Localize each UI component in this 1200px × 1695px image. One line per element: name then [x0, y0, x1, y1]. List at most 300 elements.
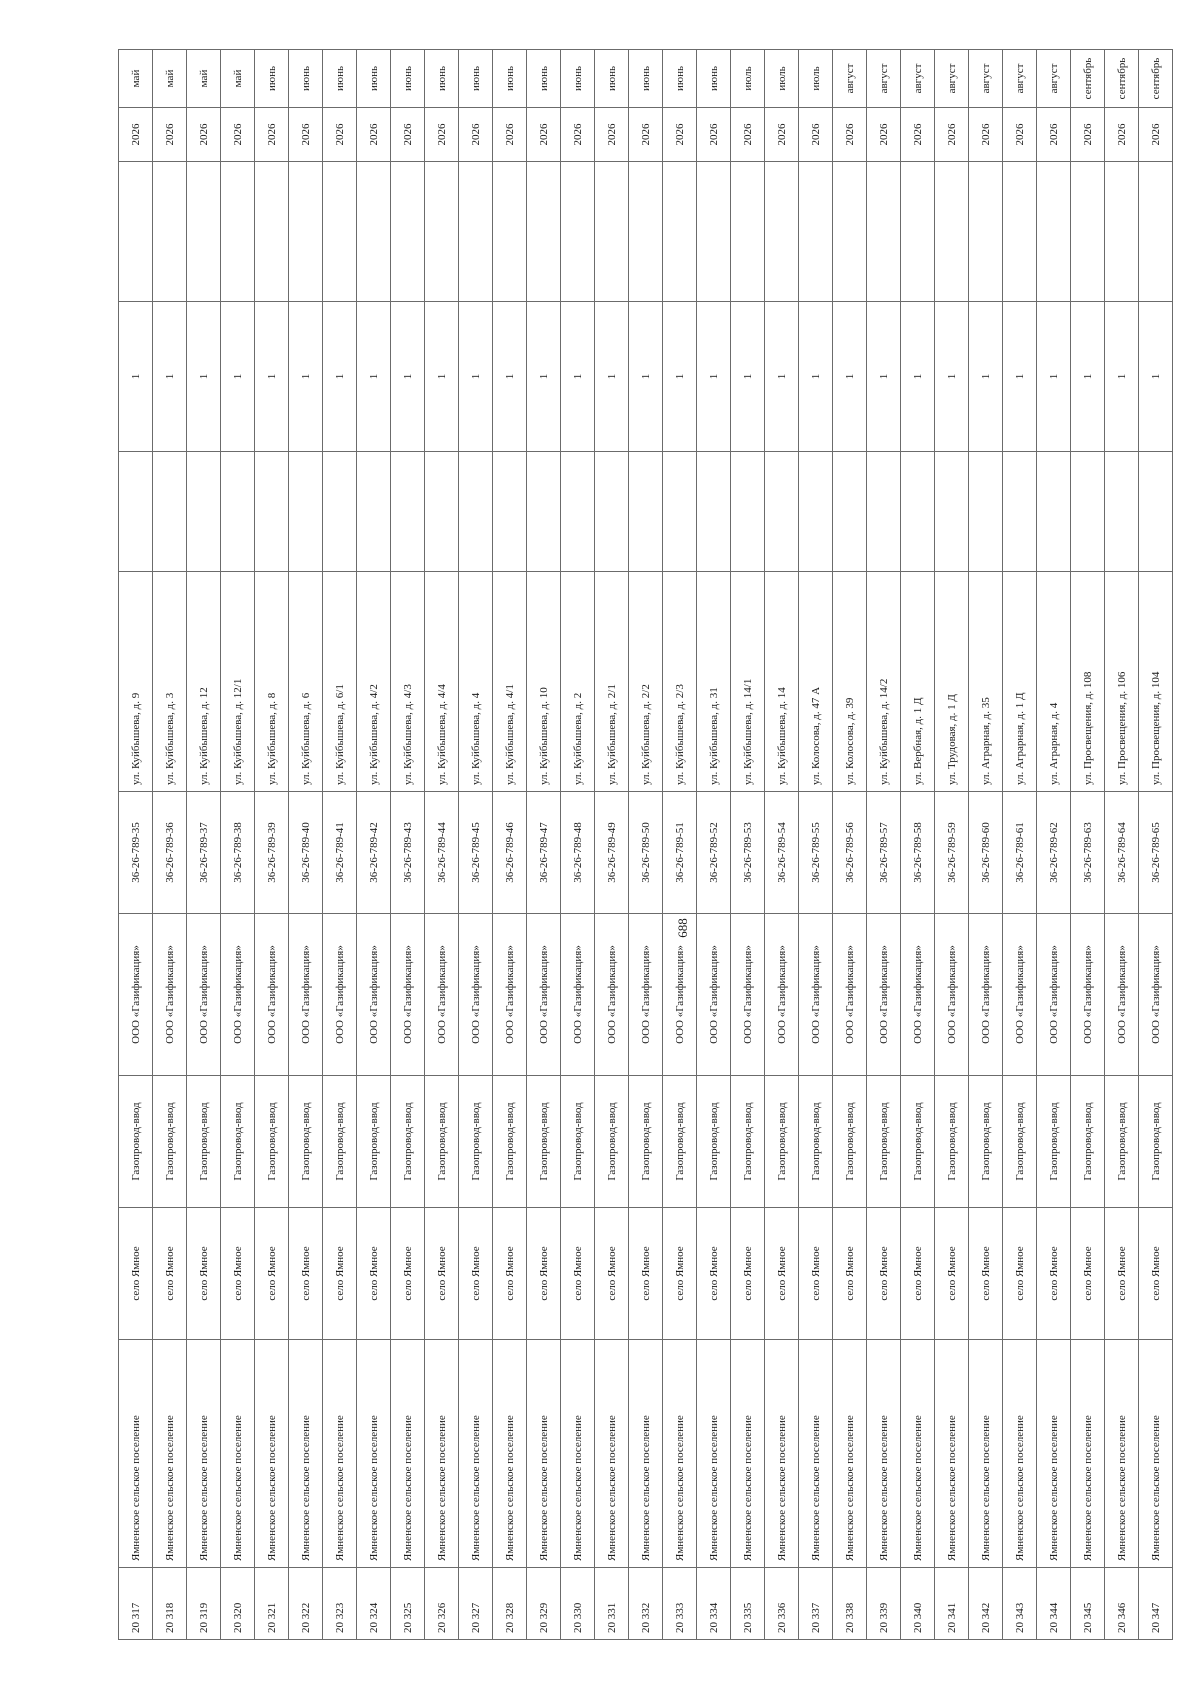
object-type-cell: Газопровод-ввод — [255, 1076, 289, 1208]
organization-cell: ООО «Газификация» — [901, 914, 935, 1076]
object-code-cell: 36-26-789-52 — [697, 792, 731, 914]
empty-cell — [391, 162, 425, 302]
row-number: 20 333 — [663, 1568, 697, 1640]
row-number: 20 319 — [187, 1568, 221, 1640]
year-cell: 2026 — [187, 108, 221, 162]
object-type-cell: Газопровод-ввод — [221, 1076, 255, 1208]
rotated-table-area — [118, 50, 1162, 1640]
settlement-cell: Ямненское сельское поселение — [357, 1340, 391, 1568]
address-cell: ул. Куйбышева, д. 4 — [459, 572, 493, 792]
row-number: 20 344 — [1037, 1568, 1071, 1640]
organization-cell: ООО «Газификация» — [425, 914, 459, 1076]
locality-cell: село Ямное — [527, 1208, 561, 1340]
locality-cell: село Ямное — [255, 1208, 289, 1340]
object-code-cell: 36-26-789-55 — [799, 792, 833, 914]
row-number: 20 322 — [289, 1568, 323, 1640]
settlement-cell: Ямненское сельское поселение — [289, 1340, 323, 1568]
empty-cell — [119, 452, 153, 572]
locality-cell: село Ямное — [357, 1208, 391, 1340]
row-number: 20 335 — [731, 1568, 765, 1640]
row-number: 20 321 — [255, 1568, 289, 1640]
month-cell: июнь — [697, 50, 731, 108]
address-cell: ул. Куйбышева, д. 4/3 — [391, 572, 425, 792]
month-cell: июль — [731, 50, 765, 108]
table-row — [765, 50, 799, 1640]
settlement-cell: Ямненское сельское поселение — [901, 1340, 935, 1568]
organization-cell: ООО «Газификация» — [969, 914, 1003, 1076]
address-cell: ул. Просвещения, д. 108 — [1071, 572, 1105, 792]
year-cell: 2026 — [357, 108, 391, 162]
month-cell: июнь — [357, 50, 391, 108]
empty-cell — [833, 162, 867, 302]
locality-cell: село Ямное — [629, 1208, 663, 1340]
organization-cell: ООО «Газификация» — [629, 914, 663, 1076]
empty-cell — [935, 162, 969, 302]
row-number: 20 330 — [561, 1568, 595, 1640]
month-cell: сентябрь — [1071, 50, 1105, 108]
row-number: 20 327 — [459, 1568, 493, 1640]
month-cell: август — [867, 50, 901, 108]
address-cell: ул. Куйбышева, д. 31 — [697, 572, 731, 792]
empty-cell — [595, 162, 629, 302]
address-cell: ул. Просвещения, д. 106 — [1105, 572, 1139, 792]
settlement-cell: Ямненское сельское поселение — [799, 1340, 833, 1568]
locality-cell: село Ямное — [1139, 1208, 1173, 1340]
month-cell: август — [1003, 50, 1037, 108]
empty-cell — [867, 162, 901, 302]
empty-cell — [493, 452, 527, 572]
organization-cell: ООО «Газификация» — [153, 914, 187, 1076]
empty-cell — [969, 452, 1003, 572]
address-cell: ул. Просвещения, д. 104 — [1139, 572, 1173, 792]
settlement-cell: Ямненское сельское поселение — [833, 1340, 867, 1568]
row-number: 20 341 — [935, 1568, 969, 1640]
object-code-cell: 36-26-789-63 — [1071, 792, 1105, 914]
quantity-cell: 1 — [663, 302, 697, 452]
settlement-cell: Ямненское сельское поселение — [595, 1340, 629, 1568]
quantity-cell: 1 — [323, 302, 357, 452]
quantity-cell: 1 — [731, 302, 765, 452]
settlement-cell: Ямненское сельское поселение — [153, 1340, 187, 1568]
quantity-cell: 1 — [187, 302, 221, 452]
year-cell: 2026 — [1105, 108, 1139, 162]
empty-cell — [731, 452, 765, 572]
locality-cell: село Ямное — [1037, 1208, 1071, 1340]
year-cell: 2026 — [731, 108, 765, 162]
page-number: 688 — [675, 918, 690, 938]
settlement-cell: Ямненское сельское поселение — [391, 1340, 425, 1568]
object-type-cell: Газопровод-ввод — [867, 1076, 901, 1208]
object-type-cell: Газопровод-ввод — [425, 1076, 459, 1208]
year-cell: 2026 — [459, 108, 493, 162]
quantity-cell: 1 — [629, 302, 663, 452]
quantity-cell: 1 — [799, 302, 833, 452]
organization-cell: ООО «Газификация» — [935, 914, 969, 1076]
table-row — [935, 50, 969, 1640]
empty-cell — [391, 452, 425, 572]
year-cell: 2026 — [765, 108, 799, 162]
empty-cell — [153, 162, 187, 302]
year-cell: 2026 — [969, 108, 1003, 162]
quantity-cell: 1 — [561, 302, 595, 452]
object-type-cell: Газопровод-ввод — [1071, 1076, 1105, 1208]
table-row — [969, 50, 1003, 1640]
object-type-cell: Газопровод-ввод — [459, 1076, 493, 1208]
year-cell: 2026 — [935, 108, 969, 162]
empty-cell — [289, 162, 323, 302]
empty-cell — [1071, 162, 1105, 302]
row-number: 20 325 — [391, 1568, 425, 1640]
quantity-cell: 1 — [833, 302, 867, 452]
address-cell: ул. Куйбышева, д. 8 — [255, 572, 289, 792]
object-type-cell: Газопровод-ввод — [561, 1076, 595, 1208]
settlement-cell: Ямненское сельское поселение — [221, 1340, 255, 1568]
object-type-cell: Газопровод-ввод — [629, 1076, 663, 1208]
empty-cell — [187, 452, 221, 572]
table-row — [323, 50, 357, 1640]
object-type-cell: Газопровод-ввод — [663, 1076, 697, 1208]
locality-cell: село Ямное — [187, 1208, 221, 1340]
quantity-cell: 1 — [1003, 302, 1037, 452]
month-cell: июнь — [561, 50, 595, 108]
empty-cell — [221, 452, 255, 572]
locality-cell: село Ямное — [289, 1208, 323, 1340]
settlement-cell: Ямненское сельское поселение — [255, 1340, 289, 1568]
empty-cell — [901, 162, 935, 302]
object-code-cell: 36-26-789-58 — [901, 792, 935, 914]
quantity-cell: 1 — [867, 302, 901, 452]
quantity-cell: 1 — [969, 302, 1003, 452]
empty-cell — [799, 452, 833, 572]
locality-cell: село Ямное — [221, 1208, 255, 1340]
organization-cell: ООО «Газификация» — [187, 914, 221, 1076]
month-cell: август — [1037, 50, 1071, 108]
object-code-cell: 36-26-789-57 — [867, 792, 901, 914]
settlement-cell: Ямненское сельское поселение — [561, 1340, 595, 1568]
organization-cell: ООО «Газификация» — [1071, 914, 1105, 1076]
locality-cell: село Ямное — [153, 1208, 187, 1340]
month-cell: июнь — [493, 50, 527, 108]
organization-cell: ООО «Газификация» — [1139, 914, 1173, 1076]
object-code-cell: 36-26-789-47 — [527, 792, 561, 914]
object-code-cell: 36-26-789-64 — [1105, 792, 1139, 914]
address-cell: ул. Куйбышева, д. 3 — [153, 572, 187, 792]
object-type-cell: Газопровод-ввод — [153, 1076, 187, 1208]
table-row — [629, 50, 663, 1640]
object-type-cell: Газопровод-ввод — [357, 1076, 391, 1208]
month-cell: июнь — [255, 50, 289, 108]
locality-cell: село Ямное — [1105, 1208, 1139, 1340]
empty-cell — [255, 452, 289, 572]
row-number: 20 338 — [833, 1568, 867, 1640]
quantity-cell: 1 — [1071, 302, 1105, 452]
empty-cell — [833, 452, 867, 572]
object-type-cell: Газопровод-ввод — [391, 1076, 425, 1208]
quantity-cell: 1 — [493, 302, 527, 452]
settlement-cell: Ямненское сельское поселение — [323, 1340, 357, 1568]
locality-cell: село Ямное — [425, 1208, 459, 1340]
locality-cell: село Ямное — [731, 1208, 765, 1340]
object-code-cell: 36-26-789-48 — [561, 792, 595, 914]
empty-cell — [663, 162, 697, 302]
object-code-cell: 36-26-789-51 — [663, 792, 697, 914]
object-type-cell: Газопровод-ввод — [969, 1076, 1003, 1208]
locality-cell: село Ямное — [459, 1208, 493, 1340]
empty-cell — [323, 162, 357, 302]
locality-cell: село Ямное — [697, 1208, 731, 1340]
address-cell: ул. Куйбышева, д. 6/1 — [323, 572, 357, 792]
empty-cell — [289, 452, 323, 572]
table-row — [425, 50, 459, 1640]
settlement-cell: Ямненское сельское поселение — [1139, 1340, 1173, 1568]
empty-cell — [1003, 162, 1037, 302]
object-code-cell: 36-26-789-44 — [425, 792, 459, 914]
organization-cell: ООО «Газификация» — [561, 914, 595, 1076]
month-cell: июнь — [663, 50, 697, 108]
empty-cell — [459, 452, 493, 572]
locality-cell: село Ямное — [663, 1208, 697, 1340]
empty-cell — [595, 452, 629, 572]
address-cell: ул. Колосова, д. 47 А — [799, 572, 833, 792]
address-cell: ул. Куйбышева, д. 4/2 — [357, 572, 391, 792]
table-row — [901, 50, 935, 1640]
table-row — [1037, 50, 1071, 1640]
object-code-cell: 36-26-789-35 — [119, 792, 153, 914]
object-type-cell: Газопровод-ввод — [833, 1076, 867, 1208]
quantity-cell: 1 — [697, 302, 731, 452]
locality-cell: село Ямное — [493, 1208, 527, 1340]
settlement-cell: Ямненское сельское поселение — [663, 1340, 697, 1568]
address-cell: ул. Куйбышева, д. 14/1 — [731, 572, 765, 792]
address-cell: ул. Куйбышева, д. 12 — [187, 572, 221, 792]
locality-cell: село Ямное — [833, 1208, 867, 1340]
table-row — [595, 50, 629, 1640]
empty-cell — [935, 452, 969, 572]
table-row — [391, 50, 425, 1640]
row-number: 20 334 — [697, 1568, 731, 1640]
quantity-cell: 1 — [459, 302, 493, 452]
address-cell: ул. Куйбышева, д. 2 — [561, 572, 595, 792]
locality-cell: село Ямное — [935, 1208, 969, 1340]
empty-cell — [697, 452, 731, 572]
quantity-cell: 1 — [1105, 302, 1139, 452]
organization-cell: ООО «Газификация» — [357, 914, 391, 1076]
table-row — [493, 50, 527, 1640]
locality-cell: село Ямное — [969, 1208, 1003, 1340]
table-row — [1003, 50, 1037, 1640]
settlement-cell: Ямненское сельское поселение — [493, 1340, 527, 1568]
table-row — [799, 50, 833, 1640]
empty-cell — [629, 162, 663, 302]
empty-cell — [357, 452, 391, 572]
quantity-cell: 1 — [119, 302, 153, 452]
object-type-cell: Газопровод-ввод — [731, 1076, 765, 1208]
table-row — [697, 50, 731, 1640]
object-type-cell: Газопровод-ввод — [1105, 1076, 1139, 1208]
month-cell: май — [221, 50, 255, 108]
empty-cell — [425, 162, 459, 302]
row-number: 20 342 — [969, 1568, 1003, 1640]
object-code-cell: 36-26-789-38 — [221, 792, 255, 914]
organization-cell: ООО «Газификация» — [765, 914, 799, 1076]
row-number: 20 346 — [1105, 1568, 1139, 1640]
object-type-cell: Газопровод-ввод — [493, 1076, 527, 1208]
month-cell: июнь — [323, 50, 357, 108]
year-cell: 2026 — [663, 108, 697, 162]
object-type-cell: Газопровод-ввод — [697, 1076, 731, 1208]
settlement-cell: Ямненское сельское поселение — [119, 1340, 153, 1568]
empty-cell — [1003, 452, 1037, 572]
year-cell: 2026 — [561, 108, 595, 162]
empty-cell — [867, 452, 901, 572]
locality-cell: село Ямное — [1003, 1208, 1037, 1340]
object-code-cell: 36-26-789-61 — [1003, 792, 1037, 914]
empty-cell — [765, 452, 799, 572]
empty-cell — [323, 452, 357, 572]
empty-cell — [1139, 452, 1173, 572]
address-cell: ул. Куйбышева, д. 2/1 — [595, 572, 629, 792]
empty-cell — [459, 162, 493, 302]
address-cell: ул. Куйбышева, д. 9 — [119, 572, 153, 792]
empty-cell — [425, 452, 459, 572]
organization-cell: ООО «Газификация» — [289, 914, 323, 1076]
empty-cell — [153, 452, 187, 572]
settlement-cell: Ямненское сельское поселение — [187, 1340, 221, 1568]
address-cell: ул. Куйбышева, д. 2/2 — [629, 572, 663, 792]
settlement-cell: Ямненское сельское поселение — [1105, 1340, 1139, 1568]
table-row — [663, 50, 697, 1640]
address-cell: ул. Куйбышева, д. 6 — [289, 572, 323, 792]
settlement-cell: Ямненское сельское поселение — [935, 1340, 969, 1568]
object-type-cell: Газопровод-ввод — [323, 1076, 357, 1208]
object-code-cell: 36-26-789-40 — [289, 792, 323, 914]
month-cell: июль — [765, 50, 799, 108]
year-cell: 2026 — [391, 108, 425, 162]
year-cell: 2026 — [289, 108, 323, 162]
address-cell: ул. Куйбышева, д. 14 — [765, 572, 799, 792]
object-type-cell: Газопровод-ввод — [187, 1076, 221, 1208]
quantity-cell: 1 — [1037, 302, 1071, 452]
year-cell: 2026 — [833, 108, 867, 162]
object-code-cell: 36-26-789-37 — [187, 792, 221, 914]
organization-cell: ООО «Газификация» — [493, 914, 527, 1076]
object-code-cell: 36-26-789-45 — [459, 792, 493, 914]
table-row — [289, 50, 323, 1640]
table-row — [357, 50, 391, 1640]
row-number: 20 337 — [799, 1568, 833, 1640]
month-cell: май — [119, 50, 153, 108]
empty-cell — [187, 162, 221, 302]
quantity-cell: 1 — [765, 302, 799, 452]
empty-cell — [969, 162, 1003, 302]
object-code-cell: 36-26-789-49 — [595, 792, 629, 914]
object-type-cell: Газопровод-ввод — [595, 1076, 629, 1208]
object-type-cell: Газопровод-ввод — [527, 1076, 561, 1208]
year-cell: 2026 — [119, 108, 153, 162]
settlement-cell: Ямненское сельское поселение — [969, 1340, 1003, 1568]
empty-cell — [119, 162, 153, 302]
quantity-cell: 1 — [221, 302, 255, 452]
object-type-cell: Газопровод-ввод — [289, 1076, 323, 1208]
empty-cell — [1105, 162, 1139, 302]
month-cell: май — [153, 50, 187, 108]
settlement-cell: Ямненское сельское поселение — [697, 1340, 731, 1568]
organization-cell: ООО «Газификация» — [833, 914, 867, 1076]
empty-cell — [221, 162, 255, 302]
empty-cell — [561, 452, 595, 572]
month-cell: июнь — [425, 50, 459, 108]
locality-cell: село Ямное — [119, 1208, 153, 1340]
empty-cell — [561, 162, 595, 302]
address-cell: ул. Куйбышева, д. 2/3 — [663, 572, 697, 792]
year-cell: 2026 — [527, 108, 561, 162]
locality-cell: село Ямное — [1071, 1208, 1105, 1340]
year-cell: 2026 — [1071, 108, 1105, 162]
month-cell: август — [935, 50, 969, 108]
table-row — [187, 50, 221, 1640]
object-type-cell: Газопровод-ввод — [799, 1076, 833, 1208]
table-row — [153, 50, 187, 1640]
empty-cell — [731, 162, 765, 302]
empty-cell — [527, 452, 561, 572]
settlement-cell: Ямненское сельское поселение — [765, 1340, 799, 1568]
row-number: 20 324 — [357, 1568, 391, 1640]
table-row — [527, 50, 561, 1640]
address-cell: ул. Куйбышева, д. 12/1 — [221, 572, 255, 792]
object-type-cell: Газопровод-ввод — [1003, 1076, 1037, 1208]
year-cell: 2026 — [697, 108, 731, 162]
settlement-cell: Ямненское сельское поселение — [459, 1340, 493, 1568]
table-row — [1071, 50, 1105, 1640]
row-number: 20 339 — [867, 1568, 901, 1640]
row-number: 20 320 — [221, 1568, 255, 1640]
month-cell: июнь — [391, 50, 425, 108]
row-number: 20 336 — [765, 1568, 799, 1640]
quantity-cell: 1 — [289, 302, 323, 452]
address-cell: ул. Куйбышева, д. 10 — [527, 572, 561, 792]
locality-cell: село Ямное — [595, 1208, 629, 1340]
table-row — [255, 50, 289, 1640]
month-cell: июль — [799, 50, 833, 108]
object-code-cell: 36-26-789-53 — [731, 792, 765, 914]
object-code-cell: 36-26-789-56 — [833, 792, 867, 914]
address-cell: ул. Куйбышева, д. 14/2 — [867, 572, 901, 792]
organization-cell: ООО «Газификация» — [1105, 914, 1139, 1076]
month-cell: июнь — [459, 50, 493, 108]
row-number: 20 340 — [901, 1568, 935, 1640]
month-cell: сентябрь — [1105, 50, 1139, 108]
settlement-cell: Ямненское сельское поселение — [527, 1340, 561, 1568]
settlement-cell: Ямненское сельское поселение — [867, 1340, 901, 1568]
month-cell: июнь — [595, 50, 629, 108]
year-cell: 2026 — [629, 108, 663, 162]
table-row — [119, 50, 153, 1640]
month-cell: август — [833, 50, 867, 108]
organization-cell: ООО «Газификация» — [697, 914, 731, 1076]
empty-cell — [1037, 162, 1071, 302]
month-cell: июнь — [289, 50, 323, 108]
address-cell: ул. Аграрная, д. 4 — [1037, 572, 1071, 792]
quantity-cell: 1 — [935, 302, 969, 452]
locality-cell: село Ямное — [765, 1208, 799, 1340]
address-cell: ул. Трудовая, д. 1 Д — [935, 572, 969, 792]
year-cell: 2026 — [1037, 108, 1071, 162]
empty-cell — [1139, 162, 1173, 302]
object-type-cell: Газопровод-ввод — [1139, 1076, 1173, 1208]
object-code-cell: 36-26-789-43 — [391, 792, 425, 914]
row-number: 20 323 — [323, 1568, 357, 1640]
locality-cell: село Ямное — [799, 1208, 833, 1340]
